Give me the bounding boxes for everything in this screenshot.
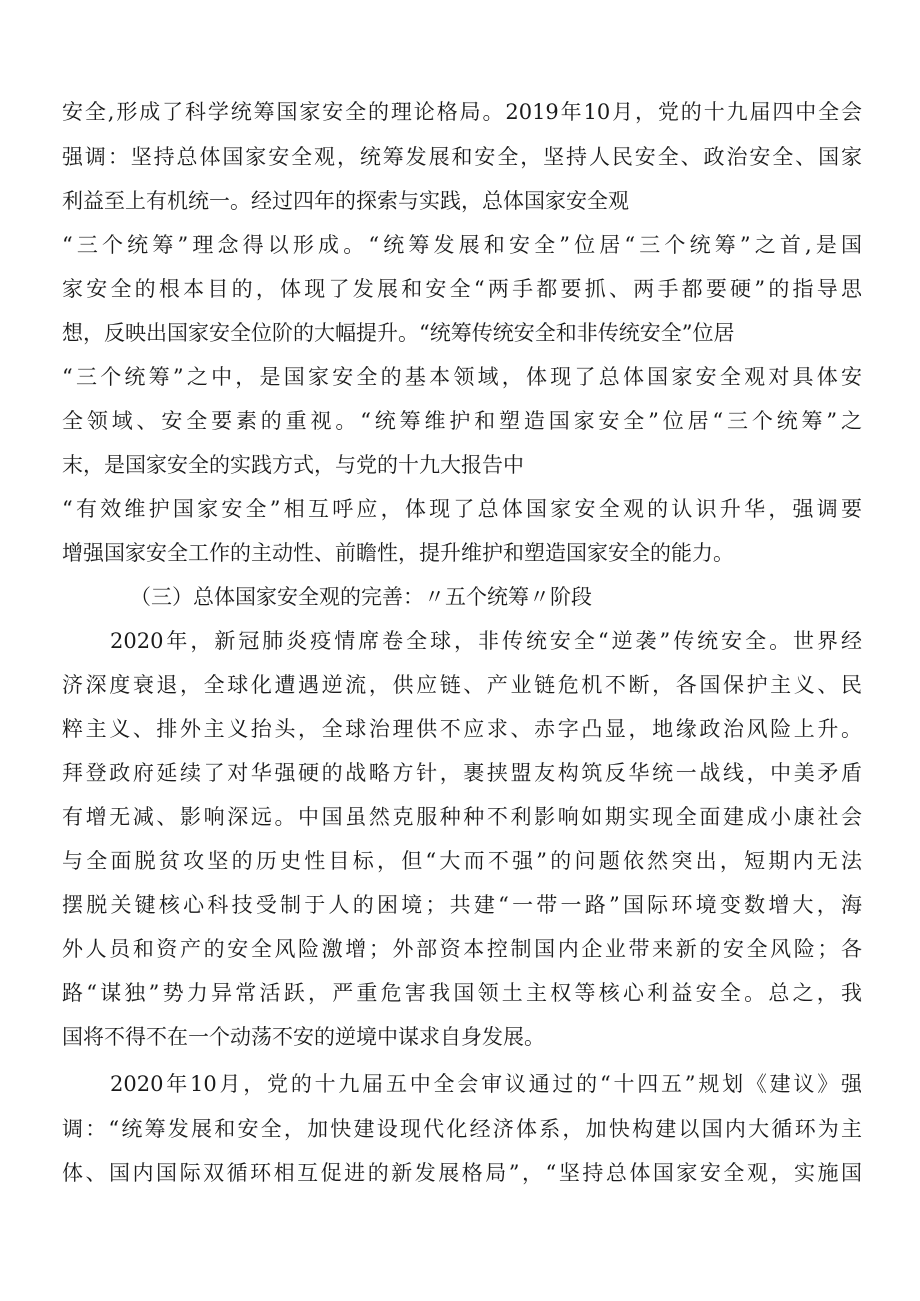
text-line: “有效维护国家安全”相互呼应，体现了总体国家安全观的认识升华，强调要 <box>62 497 862 521</box>
text-line: 与全面脱贫攻坚的历史性目标，但“大而不强”的问题依然突出，短期内无法 <box>62 849 862 873</box>
text-line: 2020年10月，党的十九届五中全会审议通过的“十四五”规划《建议》强 <box>110 1072 862 1096</box>
text-line: 调：“统筹发展和安全，加快建设现代化经济体系，加快构建以国内大循环为主 <box>62 1117 862 1141</box>
text-line: 济深度衰退，全球化遭遇逆流，供应链、产业链危机不断，各国保护主义、民 <box>62 673 862 697</box>
text-line: “三个统筹”之中，是国家安全的基本领域，体现了总体国家安全观对具体安 <box>62 365 862 389</box>
text-line: 国将不得不在一个动荡不安的逆境中谋求自身发展。 <box>62 1025 545 1049</box>
text-line: “三个统筹”理念得以形成。“统筹发展和安全”位居“三个统筹”之首,是国 <box>62 233 862 257</box>
text-line: 想，反映出国家安全位阶的大幅提升。“统筹传统安全和非传统安全”位居 <box>62 321 735 345</box>
text-line: 末，是国家安全的实践方式，与党的十九大报告中 <box>62 453 524 477</box>
section-heading: （三）总体国家安全观的完善：〃五个统筹〃阶段 <box>130 585 592 609</box>
text-line: 外人员和资产的安全风险激增；外部资本控制国内企业带来新的安全风险；各 <box>62 937 862 961</box>
text-line: 拜登政府延续了对华强硬的战略方针，裹挟盟友构筑反华统一战线，中美矛盾 <box>62 761 862 785</box>
text-line: 家安全的根本目的，体现了发展和安全“两手都要抓、两手都要硬”的指导思 <box>62 277 862 301</box>
text-line: 全领域、安全要素的重视。“统筹维护和塑造国家安全”位居“三个统筹”之 <box>62 409 862 433</box>
text-line: 粹主义、排外主义抬头，全球治理供不应求、赤字凸显，地缘政治风险上升。 <box>62 717 862 741</box>
text-line: 路“谋独”势力异常活跃，严重危害我国领土主权等核心利益安全。总之，我 <box>62 981 862 1005</box>
text-line: 安全,形成了科学统筹国家安全的理论格局。2019年10月，党的十九届四中全会 <box>62 100 862 124</box>
text-line: 摆脱关键核心科技受制于人的困境；共建“一带一路”国际环境变数增大，海 <box>62 893 862 917</box>
text-line: 增强国家安全工作的主动性、前瞻性，提升维护和塑造国家安全的能力。 <box>62 541 734 565</box>
text-line: 利益至上有机统一。经过四年的探索与实践，总体国家安全观 <box>62 189 629 213</box>
text-line: 2020年，新冠肺炎疫情席卷全球，非传统安全“逆袭”传统安全。世界经 <box>110 629 862 653</box>
text-line: 有增无减、影响深远。中国虽然克服种种不利影响如期实现全面建成小康社会 <box>62 805 862 829</box>
text-line: 体、国内国际双循环相互促进的新发展格局”，“坚持总体国家安全观，实施国 <box>62 1161 862 1185</box>
text-line: 强调：坚持总体国家安全观，统筹发展和安全，坚持人民安全、政治安全、国家 <box>62 145 862 169</box>
